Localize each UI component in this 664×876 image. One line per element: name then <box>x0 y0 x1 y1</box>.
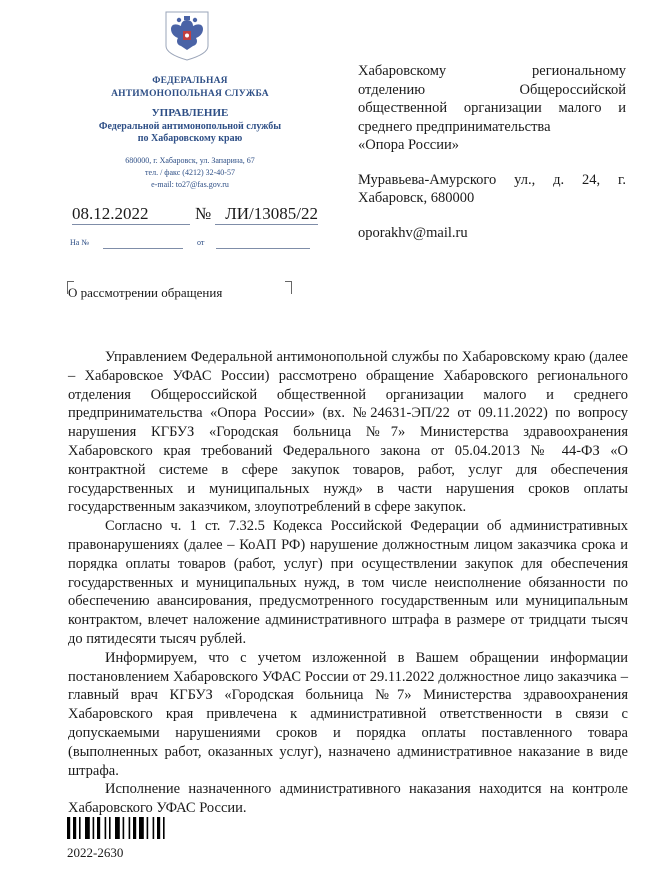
registration-row <box>60 204 320 228</box>
recipient-email: oporakhv@mail.ru <box>358 224 468 241</box>
body-paragraph: Исполнение назначенного административного наказания находится на контроле Хабаровского УФАС России. <box>68 781 628 817</box>
barcode-number: 2022-2630 <box>67 845 124 860</box>
reply-number-label: На № <box>70 238 89 247</box>
reply-reference-row <box>60 238 320 252</box>
recipient-line: Хабаровскому региональному <box>358 63 626 79</box>
recipient-address-line: Хабаровск, 680000 <box>358 190 475 206</box>
department-name <box>60 107 320 145</box>
recipient-block <box>358 62 626 242</box>
subject-line: О рассмотрении обращения <box>68 285 223 300</box>
body-paragraph: Согласно ч. 1 ст. 7.32.5 Кодекса Российской Федерации об административных правонарушениях (далее – КоАП РФ) нарушение должностным лицом заказчика срока и порядка оплаты товаров (работ, услуг) при осуществлении закупок для обеспечения государственных и муниципальных нужд, в том числе неисполнение обязанности по обеспечению авансирования, предусмотренного государственным или муниципальным контрактом, влечет наложение административного штрафа в размере от тридцати тысяч до пятидесяти тысяч рублей. <box>68 518 628 647</box>
body-paragraph: Информируем, что с учетом изложенной в Вашем обращении информации постановлением Хабаровского УФАС России от 29.11.2022 должностное лицо заказчика – главный врач КГБУЗ «Городская больница №7» Министерства здравоохранения Хабаровского края привлечена к административной ответственности в связи с допускаемыми нарушениями сроков и порядка оплаты поставленного товара (выполненных работ, оказанных услуг), назначено административное наказание в виде штрафа. <box>68 649 628 779</box>
reply-number-line <box>103 248 183 249</box>
document-date: 08.12.2022 <box>72 204 190 225</box>
subject-bracket-right <box>285 281 292 294</box>
sender-email: e-mail: to27@fas.gov.ru <box>151 180 229 189</box>
document-number: ЛИ/13085/22 <box>215 204 318 225</box>
agency-name-line2: АНТИМОНОПОЛЬНАЯ СЛУЖБА <box>111 89 269 99</box>
sender-address: 680000, г. Хабаровск, ул. Запарина, 67 <box>125 156 255 165</box>
recipient-line: «Опора России» <box>358 137 459 153</box>
department-line2: по Хабаровскому краю <box>137 133 243 144</box>
department-title: УПРАВЛЕНИЕ <box>151 107 229 119</box>
recipient-line: среднего предпринимательства <box>358 118 551 135</box>
russian-coat-of-arms-icon <box>162 10 212 62</box>
reply-date-line <box>216 248 310 249</box>
number-sign: № <box>195 204 212 223</box>
reply-date-label: от <box>197 238 205 247</box>
agency-name <box>60 75 320 101</box>
barcode-icon <box>67 817 202 839</box>
recipient-line: общественной организации малого и <box>358 100 626 116</box>
recipient-line: отделению Общероссийской <box>358 81 626 98</box>
contact-info <box>60 155 320 191</box>
agency-name-line1: ФЕДЕРАЛЬНАЯ <box>152 76 228 86</box>
body-paragraph: Управлением Федеральной антимонопольной службы по Хабаровскому краю (далее – Хабаровское УФАС России) рассмотрено обращение Хабаровского регионального отделения Общероссийской общественной организации малого и среднего предпринимательства «Опора России» (вх. №24631-ЭП/22 от 09.11.2022) по вопросу нарушения КГБУЗ «Городская больница №7» Министерства здравоохранения Хабаровского края требований Федерального закона от 05.04.2013 № 44-ФЗ «О контрактной системе в сфере закупок товаров, работ, услуг для обеспечения государственных и муниципальных нужд» в части нарушения сроков оплаты государственным заказчиком, злоупотреблений в сфере закупок. <box>68 349 628 516</box>
sender-phone: тел. / факс (4212) 32-40-57 <box>145 168 235 177</box>
letter-body <box>68 348 628 818</box>
department-line1: Федеральной антимонопольной службы <box>98 121 282 132</box>
recipient-address-line: Муравьева-Амурского ул., д. 24, г. <box>358 171 626 188</box>
